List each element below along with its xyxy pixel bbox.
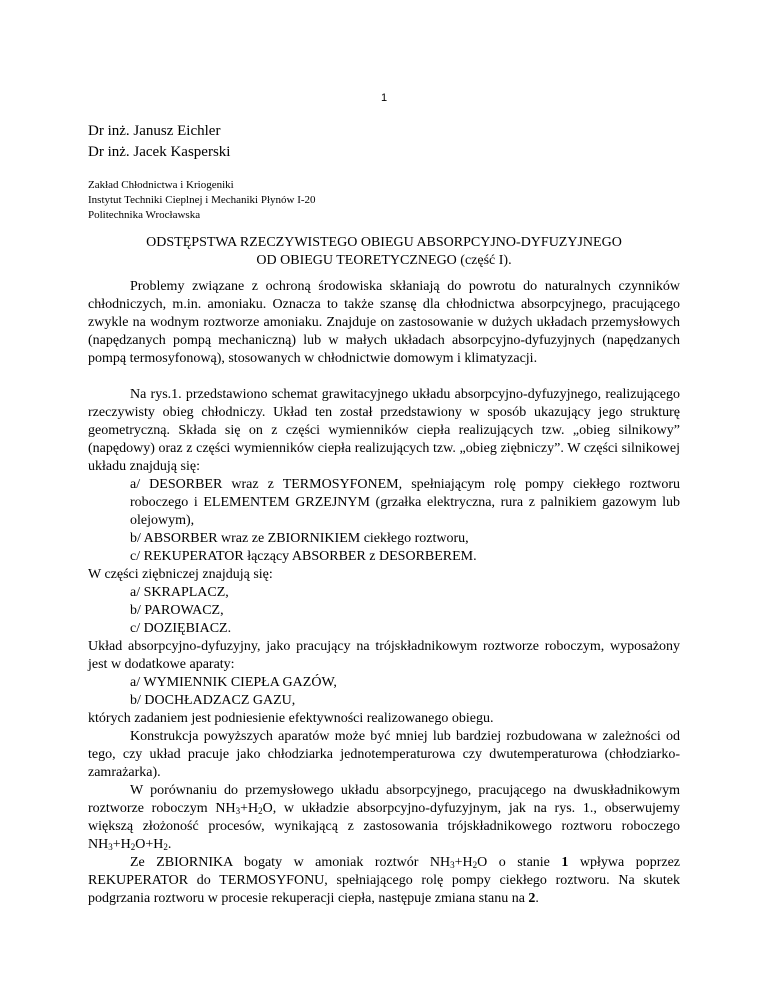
affiliation-university: Politechnika Wrocławska [88, 209, 201, 221]
engine-item-desorber: a/ DESORBER wraz z TERMOSYFONEM, spełniającym rolę pompy ciekłego roztworu roboczego i ELEMENTEM GRZEJNYM (grzałka elektryczna, rura z palnikiem gazowym lub olejowym), [130, 477, 680, 528]
subscript-2: 2 [163, 842, 168, 852]
tank-text-2: +H [454, 855, 473, 870]
cooling-item-evaporator: b/ PAROWACZ, [130, 603, 224, 618]
subscript-3: 3 [108, 842, 113, 852]
comparison-text-5: O+H [135, 837, 164, 852]
cooling-intro: W części ziębniczej znajdują się: [88, 567, 273, 582]
affiliation-institute: Instytut Techniki Cieplnej i Mechaniki Płynów I-20 [88, 194, 316, 206]
page-number: 1 [380, 92, 388, 104]
subscript-2: 2 [130, 842, 136, 852]
engine-item-absorber: b/ ABSORBER wraz ze ZBIORNIKIEM ciekłego roztworu, [130, 531, 469, 546]
comparison-text-3: O, w układzie absorpcyjno-dyfuzyjnym, jak na rys. 1., obserwujemy większą złożoność procesów, wynikającą z zastosowania trójskładnikowego roztworu roboczego NH [88, 801, 681, 852]
author-2: Dr inż. Jacek Kasperski [88, 144, 231, 160]
tank-text-1: Ze ZBIORNIKA bogaty w amoniak roztwór NH [130, 855, 451, 870]
comparison-text-2: +H [240, 801, 259, 816]
tank-text-5: . [535, 891, 539, 906]
paragraph-construction: Konstrukcja powyższych aparatów może być mniej lub bardziej rozbudowana w zależności od tego, czy układ pracuje jako chłodziarka jednotemperaturowa czy dwutemperaturowa (chłodziarko-zamrażarka). [88, 729, 680, 780]
state-1-label: 1 [561, 855, 569, 870]
document-body [88, 278, 680, 908]
subscript-3: 3 [235, 806, 241, 816]
engine-item-recuperator: c/ REKUPERATOR łączący ABSORBER z DESORBEREM. [130, 549, 477, 564]
title-line-2: OD OBIEGU TEORETYCZNEGO (część I). [256, 253, 512, 268]
comparison-text-4: +H [112, 837, 131, 852]
document-title [88, 234, 680, 270]
state-2-label: 2 [528, 891, 536, 906]
paragraph-scheme: Na rys.1. przedstawiono schemat grawitacyjnego układu absorpcyjno-dyfuzyjnego, realizującego rzeczywisty obieg chłodniczy. Układ ten został przedstawiony w sposób ukazujący jego strukturę geometryczną. Składa się on z części wymienników ciepła realizujących tzw. „obieg silnikowy” (napędowy) oraz z części wymienników ciepła realizujących tzw. „obieg ziębniczy”. W części silnikowej układu znajdują się: [88, 387, 680, 474]
paragraph-intro: Problemy związane z ochroną środowiska skłaniają do powrotu do naturalnych czynników chłodniczych, m.in. amoniaku. Oznacza to także szansę dla chłodnictwa absorpcyjnego, pracującego zwykle na wodnym roztworze amoniaku. Znajduje on zastosowanie w dużych układach przemysłowych (napędzanych pompą mechaniczną) lub w małych układach absorpcyjno-dyfuzyjnych (napędzanych pompą termosyfonową), stosowanych w chłodnictwie domowym i klimatyzacji. [88, 279, 680, 366]
extra-item-gas-exchanger: a/ WYMIENNIK CIEPŁA GAZÓW, [130, 675, 337, 690]
subscript-3: 3 [450, 860, 455, 870]
tank-text-4: wpływa poprzez REKUPERATOR do TERMOSYFONU, spełniającego rolę pompy ciekłego roztworu. Na skutek podgrzania roztworu w procesie rekuperacji ciepła, następuje zmiana stanu na [88, 855, 681, 906]
comparison-text-1: W porównaniu do przemysłowego układu absorpcyjnego, pracującego na dwuskładnikowym roztworze roboczym NH [88, 783, 680, 816]
cooling-item-condenser: a/ SKRAPLACZ, [130, 585, 229, 600]
cooling-item-subcooler: c/ DOZIĘBIACZ. [130, 621, 232, 636]
authors-block [88, 121, 230, 163]
affiliation-department: Zakład Chłodnictwa i Kriogeniki [88, 179, 234, 191]
comparison-text-6: . [167, 837, 172, 852]
title-line-1: ODSTĘPSTWA RZECZYWISTEGO OBIEGU ABSORPCYJNO-DYFUZYJNEGO [146, 235, 622, 250]
subscript-2: 2 [258, 806, 263, 816]
subscript-2: 2 [472, 860, 478, 870]
extra-item-gas-cooler: b/ DOCHŁADZACZ GAZU, [130, 693, 296, 708]
paragraph-comparison [88, 782, 680, 854]
tank-text-3: O o stanie [477, 855, 562, 870]
affiliation-block [88, 178, 316, 223]
paragraph-efficiency: których zadaniem jest podniesienie efektywności realizowanego obiegu. [88, 711, 494, 726]
author-1: Dr inż. Janusz Eichler [88, 123, 221, 139]
paragraph-three-component: Układ absorpcyjno-dyfuzyjny, jako pracujący na trójskładnikowym roztworze roboczym, wyposażony jest w dodatkowe aparaty: [88, 639, 680, 672]
paragraph-tank [88, 854, 680, 908]
